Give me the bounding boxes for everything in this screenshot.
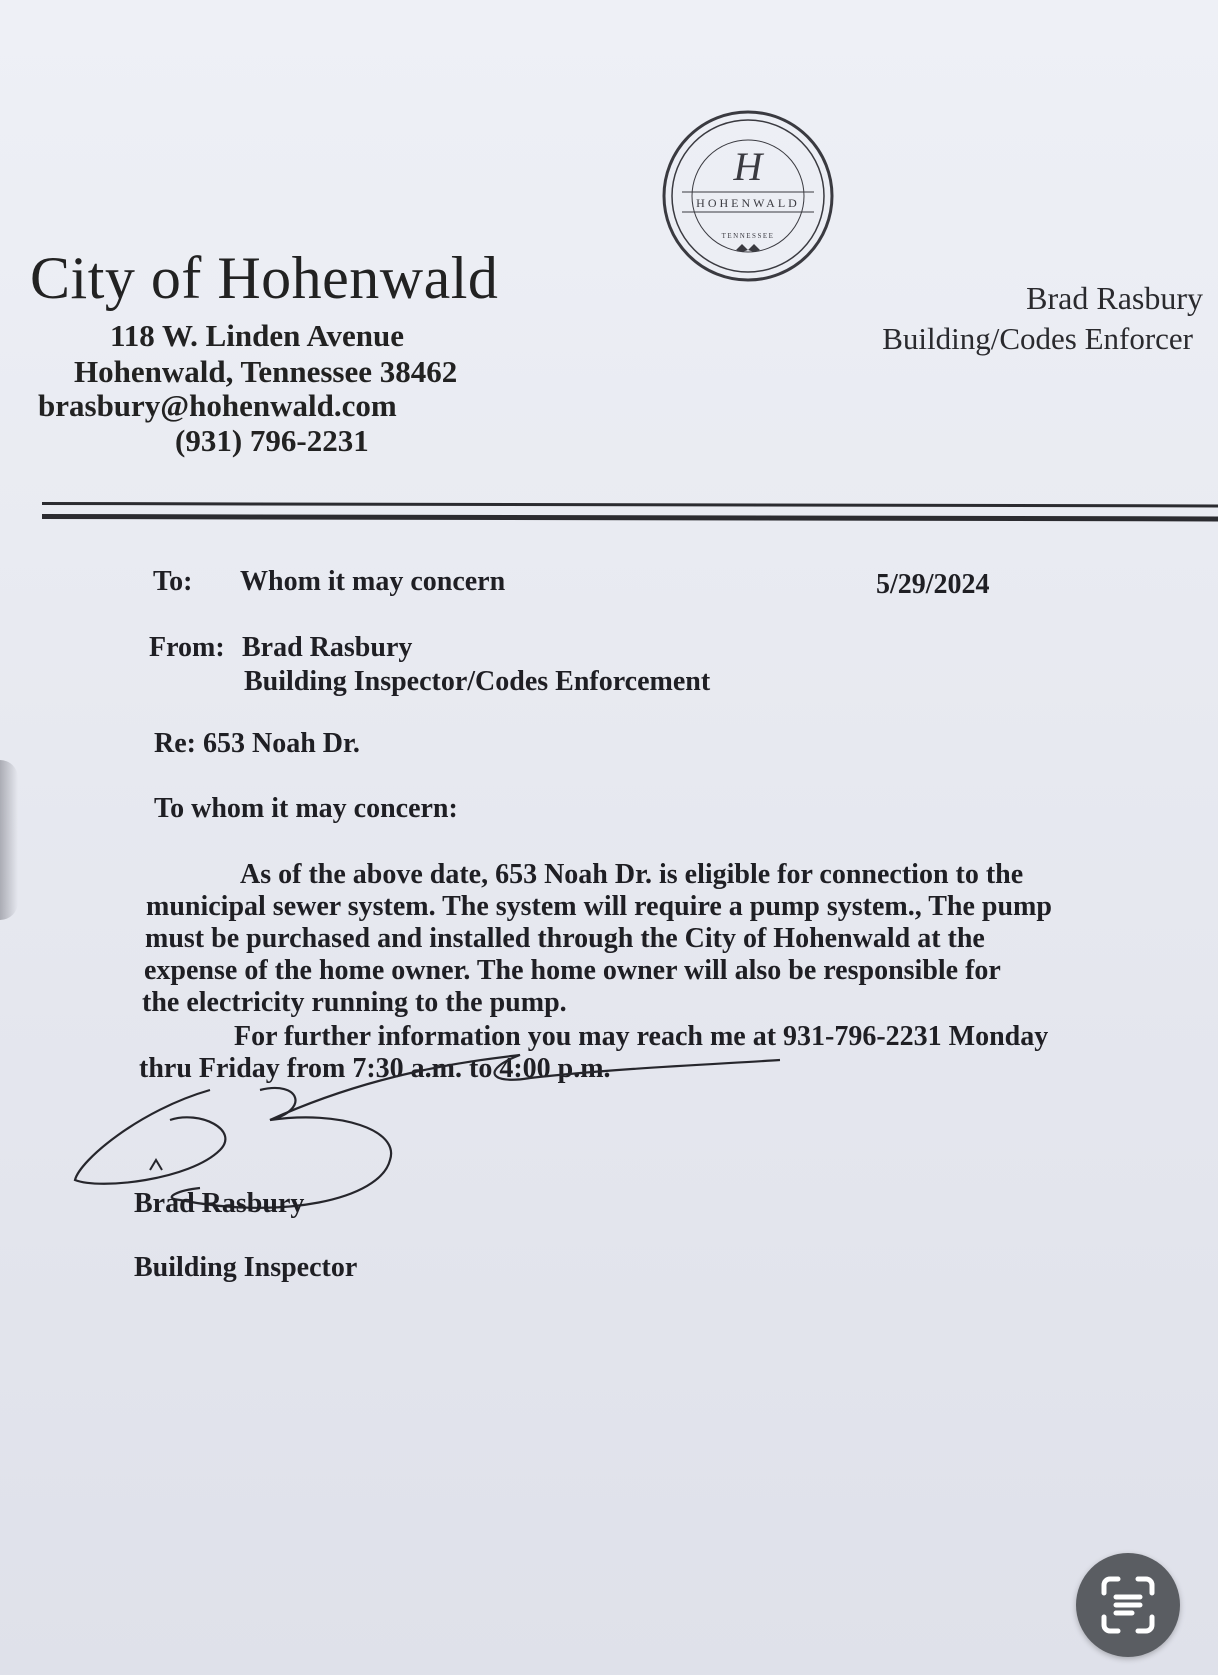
from-name: Brad Rasbury [242,632,413,663]
city-seal-icon [660,108,836,284]
body-line: thru Friday from 7:30 a.m. to 4:00 p.m. [139,1053,611,1084]
address-line-1: 118 W. Linden Avenue [110,318,405,353]
live-text-button[interactable] [1076,1553,1180,1657]
official-title: Building/Codes Enforcer [882,321,1193,356]
body-line: As of the above date, 653 Noah Dr. is eligible for connection to the [240,859,1024,890]
memo-date: 5/29/2024 [876,569,990,600]
from-title: Building Inspector/Codes Enforcement [244,666,711,697]
city-name-heading: City of Hohenwald [30,245,499,311]
header-rule-thin [42,502,1218,507]
official-name: Brad Rasbury [1026,280,1203,316]
signer-title: Building Inspector [134,1252,358,1283]
to-label: To: [153,566,193,597]
signer-name: Brad Rasbury [134,1188,305,1219]
body-line: expense of the home owner. The home owner will also be responsible for [144,955,1001,986]
handwritten-signature [60,1050,820,1250]
svg-text:H: H [733,144,763,189]
email-address: brasbury@hohenwald.com [38,388,397,423]
re-line: Re: 653 Noah Dr. [154,728,360,759]
header-rule-thick [42,514,1218,521]
body-line: must be purchased and installed through the City of Hohenwald at the [145,923,985,954]
svg-text:HOHENWALD: HOHENWALD [696,196,800,210]
body-line: For further information you may reach me at 931-796-2231 Monday [234,1021,1049,1052]
address-line-2: Hohenwald, Tennessee 38462 [74,354,458,389]
live-text-icon [1076,1553,1180,1657]
svg-text:TENNESSEE: TENNESSEE [721,232,775,240]
finger-shadow [0,760,18,920]
salutation: To whom it may concern: [154,793,458,824]
body-line: municipal sewer system. The system will require a pump system., The pump [146,891,1052,922]
from-label: From: [149,632,225,663]
phone-number: (931) 796-2231 [175,423,369,458]
to-value: Whom it may concern [240,566,506,597]
body-line: the electricity running to the pump. [142,987,567,1018]
